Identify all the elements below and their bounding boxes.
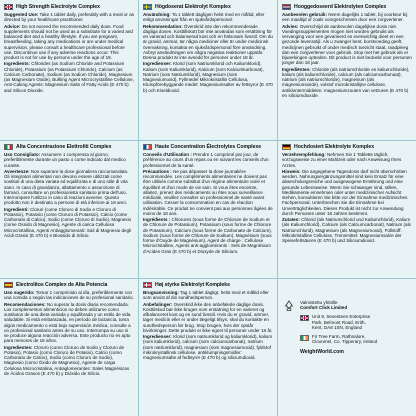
para-text: Non superare la dose giornaliera raccomandata. Gli integratori alimentari non devono essere utilizzati come sostituti di una dieta variata ed equilibrata e di uno stile di vita sano. In caso di gravidanza, allattamento o assunzione di farmaci, consultare un professionista sanitario prima dell'uso. Interrompere l'utilizzo in caso di reazioni avverse. Questo prodotto non è destinato a persone di età inferiore ai 18 anni. <box>4 168 129 206</box>
ie-address <box>300 334 412 344</box>
para-text: Överskrid inte den rekommenderade dagliga dosen. Kosttillskott bör inte användas som ersättning för en varierad och balanserad kost och en hälsosam livsstil. Om du är gravid, ammar, tar några mediciner eller är under medicinsk övervakning, kontakta en sjukvårdspersonal före användning. Avbryt användningen om några negativa reaktioner uppstår. Denna produkt är inte avsedd för personer under 18 år. <box>143 23 273 60</box>
para-text: Nehmen Sie 1 Tablette täglich, vorzugsweise zu einer Mahlzeit oder nach Anweisung Ihres Arztes. <box>282 152 402 168</box>
divider <box>138 0 139 416</box>
para-text: Assumere 1 compressa al giorno, preferibilmente durante un pasto o come indicato dal medico curante. <box>4 152 126 168</box>
para-label: Ingredienser: <box>143 61 172 67</box>
address-line: Fir Tree Farm, Rathnalore, <box>312 334 366 340</box>
para-label: Ingredients: <box>4 61 31 67</box>
italy-flag-icon <box>4 144 13 150</box>
section-title: Alta Concentrazione Elettroliti Complex <box>16 144 112 150</box>
recycle-icon <box>284 300 294 312</box>
divider <box>0 140 416 141</box>
para-text: Prendre 1 comprimé par jour, de préférence au cours d'un repas ou en suivant les conseils d'un professionnel de la santé. <box>143 152 269 168</box>
address-line: Kent, DA8 1SN, England <box>312 324 363 330</box>
para-label: Advice: <box>4 23 21 29</box>
section-title: Electrolitos Complex de Alta Potencia <box>16 282 108 288</box>
section-it <box>2 143 136 277</box>
section-fr <box>141 143 275 277</box>
para-label: Recomendaciones: <box>4 301 46 307</box>
para-label: Ingredientes: <box>4 344 33 350</box>
para-label: Hinweis: <box>282 168 301 174</box>
para-text: Chlorid (als Natriumchlorid und Kaliumchlorid), Kalium (als Kaliumchlorid), Calcium (als Calciumcarbonat), Natrium (als Natriumchlorid), Magnesium (als Magnesiumoxid), Füllstoff: Mikrokristalline Cellulose, Trennmittel: Magnesiumsalze der Speisefettsäuren (E 470 b) und Siliciumdioxid. <box>282 217 411 243</box>
para-label: Ingrédients : <box>143 217 171 222</box>
section-title: High Strength Electrolyte Complex <box>16 4 100 10</box>
para-text: Ne pas dépasser la dose journalière recommandée. Les compléments alimentaires ne doivent pas être utilisés comme substitut d'un régime alimentaire varié et équilibré et d'un mode de vie sain. Si vous êtes enceinte, allaitez, prenez des médicaments ou êtes sous surveillance médicale, veuillez consulter un professionnel de santé avant utilisation. Cesser la consommation en cas de réaction indésirable. Ce produit ne convient pas aux personnes âgées de moins de 18 ans. <box>143 168 273 216</box>
manufacturer-info <box>298 300 414 414</box>
sweden-flag-icon <box>143 4 152 10</box>
para-label: Uso sugerido: <box>4 290 35 295</box>
section-en <box>2 3 136 139</box>
para-label: Avvertenze: <box>4 168 30 174</box>
section-title: Högdoserat Elektrolyt Komplex <box>155 4 231 10</box>
made-for-label: Valmistettu yhtiölle <box>300 300 338 305</box>
website-link[interactable]: WeightWorld.com <box>300 349 344 356</box>
para-label: Zutaten: <box>282 217 300 222</box>
address-line: Cloonmel, Co. Tipperary, Ireland <box>312 339 378 345</box>
spain-flag-icon <box>4 282 13 288</box>
para-text: Tomar 1 comprimido al día, preferiblemente con una comida o según las indicaciones de su profesional sanitario. <box>4 290 134 301</box>
section-title: Haute Concentration Électrolytes Complexe <box>155 144 262 150</box>
divider <box>277 0 278 416</box>
divider <box>0 278 416 279</box>
para-label: Suggested Use: <box>4 12 39 17</box>
para-label: Uso Consigliato: <box>4 152 41 157</box>
section-title: Hochdosiert Elektrolyte Komplex <box>294 144 375 150</box>
germany-flag-icon <box>282 144 291 150</box>
para-text: Chlorures (sous forme de Chlorure de Sodium et de Chlorure de Potassium), Potassium (sous forme de Chlorure de Potassium), Calcium (sous forme de Carbonate de Calcium), Sodium (sous forme de Chlorure de Sodium), Magnésium (sous forme d'Oxyde de Magnésium), Agent de charge : Cellulose Microcristalline, Agents anti-agglomérants : Sels de Magnésium d'Acides Gras (E 470 b) et Dioxyde de Silicium. <box>143 217 272 254</box>
section-title: Høj styrke Elektrolyt Kompleks <box>155 282 230 288</box>
section-de <box>280 143 414 277</box>
address-line: Park, Belmont Road, Erith, <box>312 319 366 325</box>
para-text: Chlorides (as Sodium Chloride and Potassium Chloride), Potassium (as Potassium Chloride), Calcium (as Calcium Carbonate), Sodium (as Sodium Chloride), Magnesium (as Magnesium Oxide), Bulking Agent Microcrystalline Cellulose, Anti-Caking Agents: Magnesium Salts of Fatty Acids (E 470 b) and Silicon Dioxide. <box>4 61 134 93</box>
para-label: Advies: <box>282 23 299 29</box>
netherlands-flag-icon <box>282 4 291 10</box>
para-text: Overskrid ikke den anbefalede daglige dosis. Kosttilskud bør ikke bruges som erstatning for en varieret og afbalanceret kost og en sund livsstil. Hvis du er gravid, ammer, tager medicin eller er under lægeligt tilsyn, skal du kontakte en sundhedsperson før brug. Stop brugen, hvis der opstår bivirkninger. Dette produkt er ikke egnet til personer under 18 år. <box>143 301 273 333</box>
para-text: Tag 1 tablet dagligt, helst med et måltid eller som anvist af din sundhedsperson. <box>143 290 269 301</box>
ireland-flag-icon <box>300 335 309 341</box>
para-text: Cloruri (come Cloruro di Sodio e Cloruro di Potassio), Potassio (come Cloruro di Potassio), Calcio (come Carbonato di Calcio), Sodio (come Cloruro di Sodio), Magnesio (come Ossido di Magnesio), Agente di carica Cellulosa Microcristallina, Agenti Antiagglomeranti: Sali di Magnesio degli Acidi Grassi (E 470 b) e Biossido di Silicio. <box>4 206 132 238</box>
para-text: No superar la dosis diaria recomendada. Los complementos alimenticios no deben utilizarse como sustitutos de una dieta variada y equilibrada y un estilo de vida saludable. Si está embarazada, en período de lactancia, toma algún medicamento o está bajo supervisión médica, consulte a un profesional sanitario antes de su uso. Interrumpa su uso si se produce alguna reacción adversa. Este producto no es apto para menores de 18 años. <box>4 301 131 344</box>
section-es <box>2 281 136 415</box>
para-label: Ingrediënten: <box>282 66 311 72</box>
para-text: Take 1 tablet daily, preferably with a meal or as directed by your healthcare practitioner. <box>4 12 134 23</box>
para-label: Brugsanvisning: <box>143 290 179 295</box>
para-label: Ingredienti: <box>4 206 29 212</box>
uk-address <box>300 314 412 330</box>
para-text: Cloruro (como Cloruro de Sodio y Cloruro de Potasio), Potasio (como Cloruro de Potasio), Calcio (como Carbonato de Calcio), Sodio (como Cloruro de Sodio), Magnesio (como Óxido de Magnesio), Agente de carga Celulosa Microcristalina, Antiaglomerantes: Sales Magnésicas de Ácidos Grasos (E 470 b) y Dióxido de Silicio. <box>4 344 130 376</box>
para-text: Ta 1 tablett dagligen helst med en måltid, eller enligt anvisningar från en sjukvårdspersonal. <box>143 12 265 23</box>
para-label: Verzehrempfehlung: <box>282 152 326 157</box>
company-name: Comfort Click Limited <box>300 305 348 311</box>
para-label: Précautions : <box>143 168 172 174</box>
para-text: Do not exceed the recommended daily dose. Food supplements should not be used as a substitute for a varied and balanced diet and a healthy lifestyle. If you are pregnant, breastfeeding, taking any medications or are under medical supervision, please consult a healthcare professional before use. Discontinue use if any adverse reactions occur. This product is not for use by persons under the age of 18. <box>4 23 133 60</box>
address-line: Unit 9, Seventeen Enterprise <box>312 314 371 320</box>
para-label: Aanbevolen gebruik: <box>282 12 327 17</box>
para-text: Die angegebene Tagesdosis darf nicht überschritten werden. Nahrungsergänzungsmittel sind kein Ersatz für eine abwechslungsreiche und ausgewogene Ernährung und eine gesunde Lebensweise. Wenn Sie schwanger sind, stillen, Medikamente einnehmen oder unter medizinischer Aufsicht stehen, konsultieren Sie bitte vor der Einnahme medizinisches Fachpersonal. Unterbrechen Sie die Einnahme bei Unverträglichkeiten. Dieses Produkt ist nicht zur Anwendung durch Personen unter 18 Jahren bestimmt. <box>282 168 408 216</box>
section-title: Hooggedoseerd Elektrolyten Complex <box>294 4 387 10</box>
section-nl <box>280 3 414 139</box>
para-label: Conseils d'Utilisation : <box>143 152 192 157</box>
para-text: Klorid (som natriumklorid og kaliumklorid), kalium (som kaliumklorid), calcium (som calciumcarbonat), natrium (som natriumklorid), magnesium (som magnesiumoxid), fyldstof mikrokrystallinsk cellulose, antiklumpningsmidler: magnesiumsalte af fedtsyrer (E 470 b) og siliciumdioxid. <box>143 334 273 360</box>
france-flag-icon <box>143 144 152 150</box>
section-sv <box>141 3 275 139</box>
denmark-flag-icon <box>143 282 152 288</box>
para-label: Rekommendation: <box>143 23 183 29</box>
para-label: Ingredienser: <box>143 334 172 339</box>
para-text: Neem dagelijks 1 tablet, bij voorkeur bij een maaltijd of zoals voorgeschreven door een zorgverlener. <box>282 12 408 23</box>
para-label: Användning: <box>143 12 171 17</box>
section-da <box>141 281 275 415</box>
para-text: Chloride (als natriumchloride en kaliumchloride), kalium (als kaliumchloride), calcium (als calciumcarbonaat), natrium (als natriumchloride), magnesium (als magnesiumoxide), vulstof microkristallijne cellulose, antiklontermiddelen: magnesiumzouten van vetzuren (E 470 b) en siliciumdioxide. <box>282 66 410 98</box>
para-text: Overschrijd de aanbevolen dagelijkse dosis niet. Voedingssupplementen mogen niet worden gebruikt als vervanging voor een gevarieerd en evenwichtig dieet en een gezonde levensstijl. Als u zwanger bent, borstvoeding geeft, medicijnen gebruikt of onder medisch toezicht staat, raadpleeg dan een zorgverlener voor gebruik. Stop met het gebruik als er bijwerkingen optreden. Dit product is niet bedoeld voor personen jonger dan 18 jaar. <box>282 23 412 66</box>
uk-flag-icon <box>300 315 309 321</box>
para-label: Anbefalinger: <box>143 301 173 307</box>
para-text: Klorid (som Natriumklorid och Kaliumklorid), Kalium (som Kaliumklorid), Kalcium (som Kalciumkarbonat), Natrium (som Natriumklorid), Magnesium (som Magnesiumoxid), Fyllmedel Mikrokristallin Cellulosa, Klumpförebyggande medel: Magnesiumsalter av fettsyror (E 470 b) och Kiseldioxid. <box>143 61 273 93</box>
uk-flag-icon <box>4 4 13 10</box>
